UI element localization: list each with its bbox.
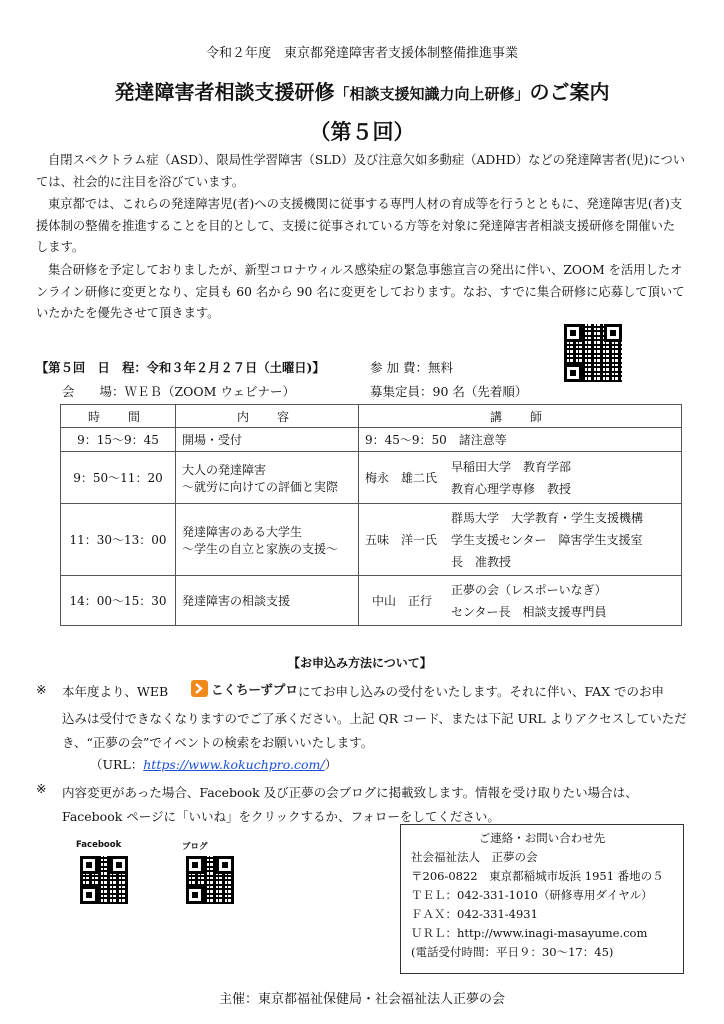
event-date: 【第５回 日 程：令和３年２月２７日（土曜日)】 <box>36 360 325 375</box>
content-line: ～就労に向けての評価と実際 <box>182 479 339 494</box>
row-content: 発達障害の相談支援 <box>176 576 359 626</box>
affil-line: センター長 相談支援専門員 <box>451 604 607 619</box>
url-suffix: ） <box>324 757 338 772</box>
note1-body: 込みは受付できなくなりますのでご了承ください。上記 QR コード、または下記 URL よりアクセスしていただき、“正夢の会”でイベントの検索をお願いいたします。 <box>62 711 687 750</box>
title-main: 発達障害者相談支援研修 <box>114 80 335 104</box>
blog-qr-label: ブログ <box>182 842 208 852</box>
apply-heading: 【お申込み方法について】 <box>288 656 432 670</box>
affil-line: 教育心理学専修 教授 <box>451 481 572 496</box>
intro-paragraph-2: 東京都では、これらの発達障害児(者)への支援機関に従事する専門人材の育成等を行うとともに、発達障害児(者)支援体制の整備を推進することを目的として、支援に従事されている方等を対象に発達障害者相談支援研修を開催いたします。 <box>36 197 683 254</box>
contact-org: 社会福祉法人 正夢の会 <box>411 850 538 864</box>
note-mark-2: ※ <box>36 781 47 796</box>
kokuchpro-logo[interactable] <box>190 678 298 700</box>
table-row <box>61 452 682 504</box>
affil-line: 群馬大学 大学教育・学生支援機構 <box>451 510 644 525</box>
url-prefix: （URL： <box>90 757 144 772</box>
row-time: 9：50～11：20 <box>61 452 176 504</box>
title-sub: 「相談支援知識力向上研修」 <box>334 85 530 103</box>
header-content: 内 容 <box>176 405 359 428</box>
table-row <box>61 428 682 452</box>
note1-start: 本年度より、WEB <box>62 684 169 699</box>
row-content <box>176 504 359 576</box>
row-lecturer: 9：45～9：50 諸注意等 <box>359 428 682 452</box>
event-capacity: 募集定員：90 名（先着順） <box>370 384 528 399</box>
contact-tel: ＴＥＬ：042-331-1010（研修専用ダイヤル） <box>411 888 653 902</box>
header-time: 時 間 <box>61 405 176 428</box>
facebook-qr-label: Facebook <box>76 840 122 850</box>
intro-paragraph-1: 自閉スペクトラム症（ASD）、限局性学習障害（SLD）及び注意欠如多動症（ADHD）などの発達障害者(児)については、社会的に注目を浴びています。 <box>36 153 686 189</box>
contact-hours: (電話受付時間：平日９：30～17：45) <box>411 945 614 959</box>
contact-web: ＵＲＬ：http://www.inagi-masayume.com <box>411 926 648 940</box>
affil-line: 正夢の会（レスポーいなぎ） <box>451 582 607 597</box>
kokuchpro-url-link[interactable]: https://www.kokuchpro.com/ <box>143 757 325 772</box>
contact-address: 〒206-0822 東京都稲城市坂浜 1951 番地の５ <box>411 869 664 883</box>
contact-title: ご連絡・お問い合わせ先 <box>478 831 606 845</box>
table-row <box>61 504 682 576</box>
content-line: 大人の発達障害 <box>182 462 267 477</box>
affil-line: 長 准教授 <box>451 554 512 569</box>
row-content: 開場・受付 <box>176 428 359 452</box>
content-line: ～学生の自立と家族の支援～ <box>182 541 339 556</box>
row-lecturer: 五味 洋一氏 <box>359 504 446 576</box>
note1-cont: にてお申し込みの受付をいたします。それに伴い、FAX でのお申 <box>298 684 664 699</box>
row-time: 9：15～9：45 <box>61 428 176 452</box>
affil-line: 学生支援センター 障害学生支援室 <box>451 532 643 547</box>
row-lecturer: 梅永 雄二氏 <box>359 452 446 504</box>
table-header-row <box>61 405 682 428</box>
affil-line: 早稲田大学 教育学部 <box>451 459 572 474</box>
row-time: 14：00～15：30 <box>61 576 176 626</box>
footer-organizers: 主催：東京都福祉保健局・社会福祉法人正夢の会 <box>218 992 505 1007</box>
row-affiliation <box>445 576 682 626</box>
note-mark: ※ <box>36 682 47 697</box>
event-fee: 参 加 費：無料 <box>370 360 453 375</box>
table-row <box>61 576 682 626</box>
program-header: 令和２年度 東京都発達障害者支援体制整備推進事業 <box>205 46 518 61</box>
header-lecturer: 講 師 <box>359 405 682 428</box>
blog-qr-code[interactable] <box>186 856 234 904</box>
row-affiliation <box>445 452 682 504</box>
contact-fax: ＦＡＸ：042-331-4931 <box>411 907 538 921</box>
schedule-table <box>60 404 682 626</box>
page-title <box>0 76 724 105</box>
row-lecturer: 中山 正行 <box>359 576 446 626</box>
title-tail: のご案内 <box>529 80 610 104</box>
note2: 内容変更があった場合、Facebook 及び正夢の会ブログに掲載致します。情報を受け取りたい場合は、Facebook ページに「いいね」をクリックするか、フォローをしてください。 <box>62 785 638 824</box>
row-affiliation <box>445 504 682 576</box>
row-time: 11：30～13：00 <box>61 504 176 576</box>
event-qr-code[interactable] <box>564 324 622 382</box>
facebook-qr-code[interactable] <box>80 856 128 904</box>
logo-text: こくちーずプロ <box>211 682 298 697</box>
intro-paragraph-3: 集合研修を予定しておりましたが、新型コロナウィルス感染症の緊急事態宣言の発出に伴い、ZOOM を活用したオンライン研修に変更となり、定員も 60 名から 90 名に変更をしております。なお、すでに集合研修に応募して頂いていたかたを優先させて頂きます。 <box>36 263 685 320</box>
kokuchpro-logo-icon <box>190 678 298 700</box>
title-round: （第５回） <box>309 119 415 144</box>
contact-box <box>400 824 684 974</box>
content-line: 発達障害のある大学生 <box>182 524 303 539</box>
row-content <box>176 452 359 504</box>
event-venue: 会 場：ＷＥＢ（ZOOM ウェビナー） <box>62 384 295 399</box>
url-line <box>90 755 337 773</box>
